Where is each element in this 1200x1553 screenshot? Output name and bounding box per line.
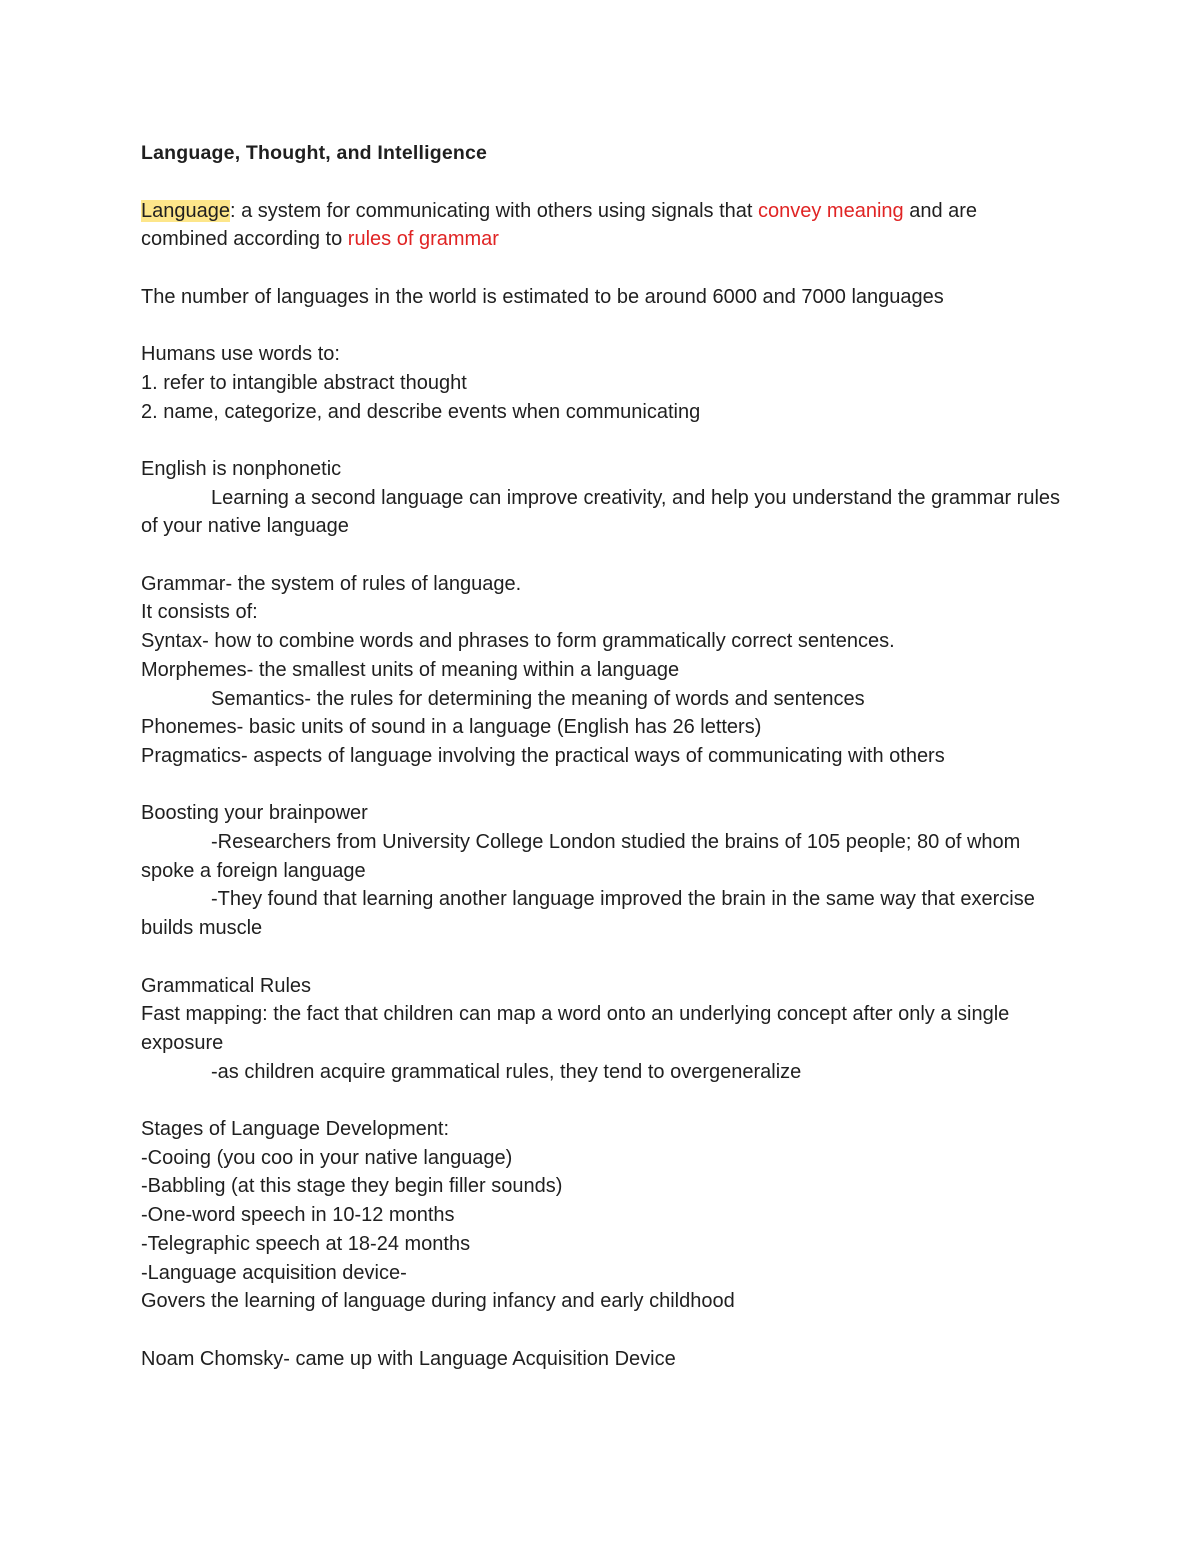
list-item: -Language acquisition device- <box>141 1261 407 1284</box>
list-item: -One-word speech in 10-12 months <box>141 1204 455 1227</box>
list-item: -Telegraphic speech at 18-24 months <box>141 1232 471 1255</box>
spacer <box>141 311 1061 340</box>
list-item: 2. name, categorize, and describe events when communicating <box>141 400 701 423</box>
rules-heading: Grammatical Rules <box>141 974 312 997</box>
syntax-line: Syntax- how to combine words and phrases to form grammatically correct sentences. <box>141 630 895 653</box>
brainpower-heading: Boosting your brainpower <box>141 802 368 825</box>
fast-mapping-line: Fast mapping: the fact that children can map a word onto an underlying concept after only a single exposure <box>141 1003 1010 1054</box>
list-item: -Cooing (you coo in your native language) <box>141 1146 513 1169</box>
paragraph-text: -Researchers from University College London studied the brains of 105 people; 80 of whom spoke a foreign language <box>141 831 1021 882</box>
brainpower-point <box>141 885 1061 942</box>
red-emphasis: convey meaning <box>758 199 904 222</box>
second-language-paragraph <box>141 484 1061 541</box>
spacer <box>141 541 1061 570</box>
list-item: 1. refer to intangible abstract thought <box>141 371 467 394</box>
morphemes-line: Morphemes- the smallest units of meaning within a language <box>141 658 680 681</box>
language-definition <box>141 197 1061 254</box>
paragraph-text: -They found that learning another language improved the brain in the same way that exercise builds muscle <box>141 888 1035 940</box>
govers-line: Govers the learning of language during infancy and early childhood <box>141 1290 735 1313</box>
spacer <box>141 943 1061 972</box>
semantics-line: Semantics- the rules for determining the meaning of words and sentences <box>211 687 865 710</box>
english-line: English is nonphonetic <box>141 457 342 480</box>
spacer <box>141 1086 1061 1115</box>
list-item: -Babbling (at this stage they begin filler sounds) <box>141 1175 563 1198</box>
stages-heading: Stages of Language Development: <box>141 1118 449 1141</box>
document-title: Language, Thought, and Intelligence <box>141 142 488 164</box>
phonemes-line: Phonemes- basic units of sound in a language (English has 26 letters) <box>141 716 762 739</box>
definition-text: : a system for communicating with others using signals that <box>229 199 758 222</box>
languages-count: The number of languages in the world is estimated to be around 6000 and 7000 languages <box>141 285 944 308</box>
spacer <box>141 254 1061 283</box>
spacer <box>141 1316 1061 1345</box>
grammar-consists: It consists of: <box>141 601 258 624</box>
highlighted-term: Language <box>141 199 230 222</box>
spacer <box>141 168 1061 197</box>
red-emphasis: rules of grammar <box>347 228 499 251</box>
pragmatics-line: Pragmatics- aspects of language involving the practical ways of communicating with others <box>141 744 945 767</box>
chomsky-line: Noam Chomsky- came up with Language Acquisition Device <box>141 1347 676 1370</box>
humans-intro: Humans use words to: <box>141 343 340 366</box>
document-body <box>141 139 1061 1373</box>
definition-text: and are combined according to <box>141 199 978 251</box>
paragraph-text: Learning a second language can improve creativity, and help you understand the grammar rules of your native language <box>141 486 1061 538</box>
brainpower-point <box>141 828 1061 885</box>
overgeneralize-line: -as children acquire grammatical rules, they tend to overgeneralize <box>211 1060 802 1083</box>
spacer <box>141 426 1061 455</box>
spacer <box>141 771 1061 800</box>
grammar-definition: Grammar- the system of rules of language. <box>141 572 522 595</box>
